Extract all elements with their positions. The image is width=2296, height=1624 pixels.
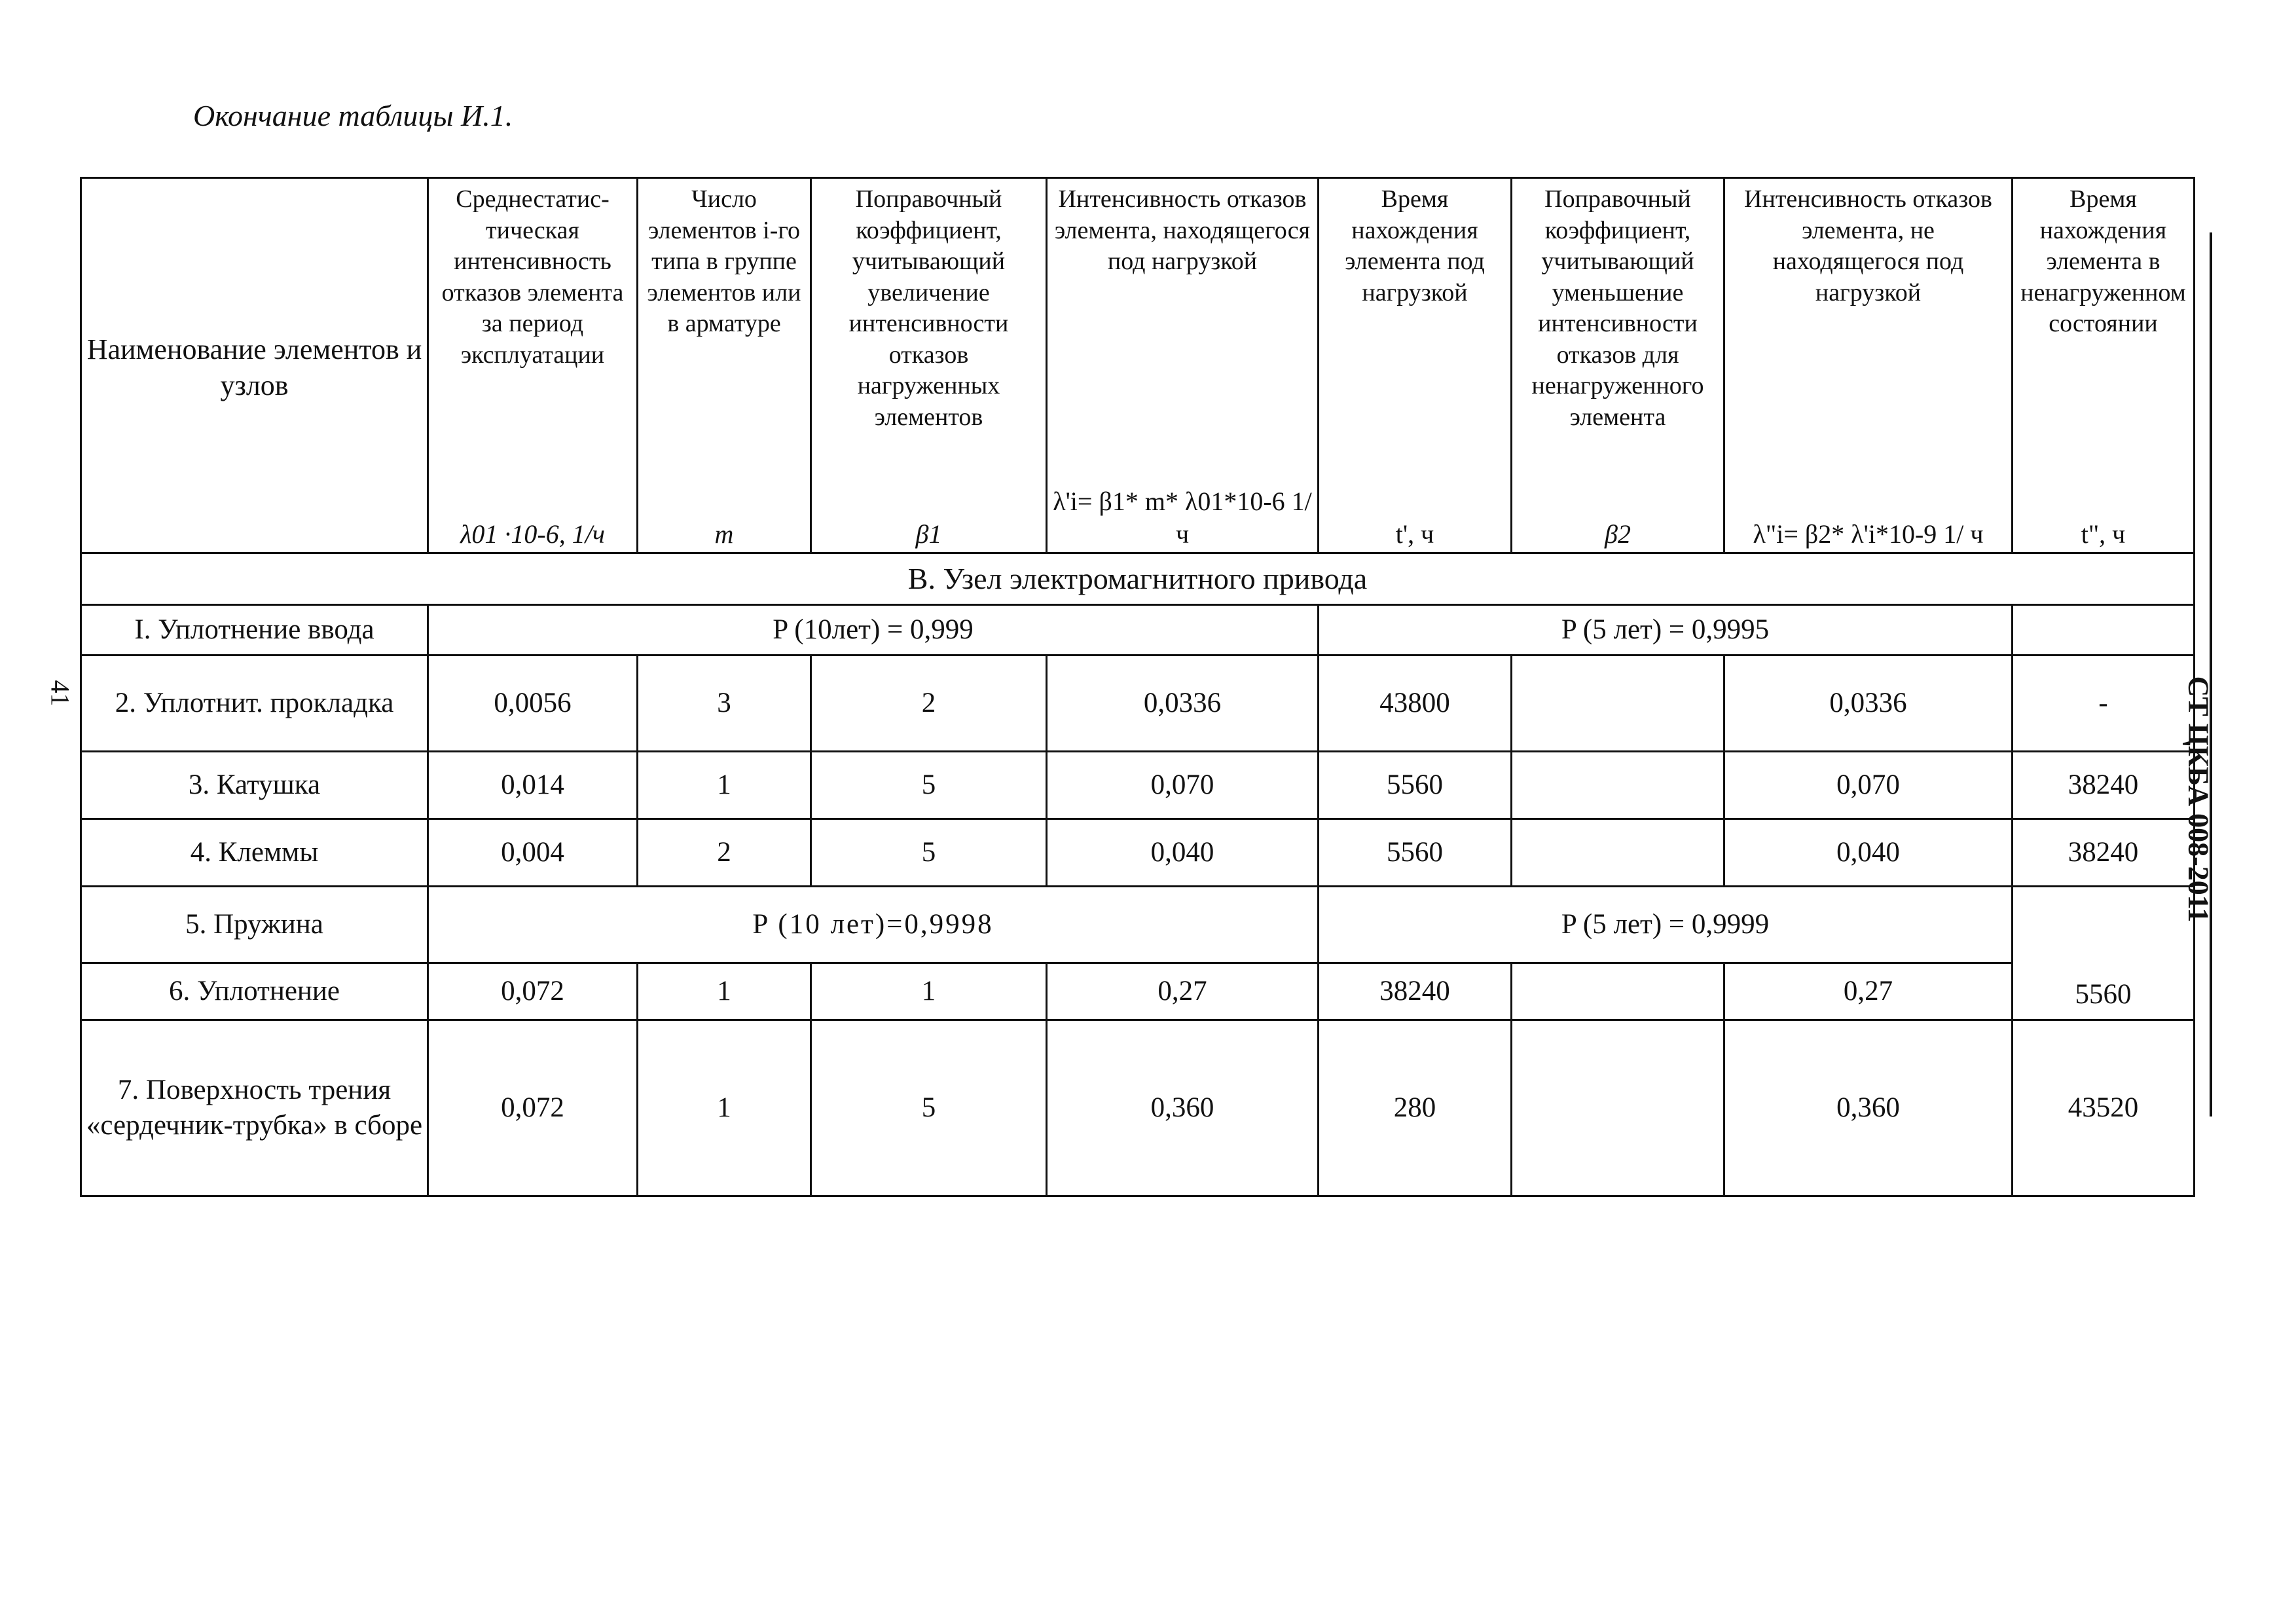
cell-lambda0: 0,072 (428, 1020, 638, 1196)
cell-lambda-load: 0,27 (1047, 963, 1319, 1020)
header-col4-text: Поправочный коэффициент, учитывающий увеличение интенсивности отказов нагруженных элементов (848, 185, 1009, 431)
row-name: 2. Уплотнит. прокладка (81, 655, 428, 752)
header-col8-formula: λ"i= β2* λ'i*10-9 1/ ч (1753, 519, 1984, 549)
header-col9-formula: t", ч (2081, 519, 2126, 549)
cell-m: 2 (638, 819, 811, 887)
cell-beta1: 5 (811, 819, 1047, 887)
cell-t-load: 38240 (1319, 963, 1512, 1020)
cell-t-noload: 5560 (2013, 887, 2195, 1020)
cell-lambda-noload: 0,27 (1724, 963, 2013, 1020)
cell-lambda-load: 0,040 (1047, 819, 1319, 887)
header-col5-formula: λ'i= β1* m* λ01*10-6 1/ ч (1053, 487, 1312, 549)
table-row (81, 605, 2195, 655)
cell-t-load: 5560 (1319, 819, 1512, 887)
cell-lambda-load: 0,070 (1047, 752, 1319, 819)
row-name: 3. Катушка (81, 752, 428, 819)
header-col6-formula: t', ч (1395, 519, 1434, 549)
cell-lambda0: 0,014 (428, 752, 638, 819)
empty-cell (2013, 605, 2195, 655)
header-col5-text: Интенсивность отказов элемента, находящегося под нагрузкой (1054, 185, 1311, 275)
side-rule (2210, 232, 2212, 1116)
header-col9 (2013, 178, 2195, 553)
cell-lambda-load: 0,0336 (1047, 655, 1319, 752)
cell-m: 3 (638, 655, 811, 752)
header-col3 (638, 178, 811, 553)
header-col9-text: Время нахождения элемента в ненагруженном состоянии (2020, 185, 2186, 337)
table-row (81, 963, 2195, 1020)
cell-t-noload: - (2013, 655, 2195, 752)
header-col5 (1047, 178, 1319, 553)
cell-lambda0: 0,0056 (428, 655, 638, 752)
cell-beta2 (1512, 1020, 1724, 1196)
cell-t-noload: 38240 (2013, 752, 2195, 819)
table-row (81, 887, 2195, 963)
section-row (81, 553, 2195, 605)
row-name: 7. Поверхность трения «сердечник-трубка» в сборе (81, 1020, 428, 1196)
cell-beta1: 2 (811, 655, 1047, 752)
header-name-text: Наименование элементов и узлов (86, 333, 422, 401)
cell-lambda-noload: 0,0336 (1724, 655, 2013, 752)
cell-m: 1 (638, 1020, 811, 1196)
header-col2-formula: λ01 ·10-6, 1/ч (460, 519, 605, 549)
cell-m: 1 (638, 963, 811, 1020)
header-col4-formula: β1 (915, 519, 942, 549)
header-row (81, 178, 2195, 553)
table-row (81, 1020, 2195, 1196)
header-col8 (1724, 178, 2013, 553)
header-col7-formula: β2 (1605, 519, 1631, 549)
header-col7-text: Поправочный коэффициент, учитывающий уменьшение интенсивности отказов для ненагруженного элемента (1531, 185, 1704, 431)
header-col2-text: Среднестатис-тическая интенсивность отказов элемента за период эксплуатации (441, 185, 624, 369)
probability-left: P (10лет) = 0,999 (428, 605, 1319, 655)
table-caption: Окончание таблицы И.1. (193, 99, 513, 132)
probability-right: P (5 лет) = 0,9999 (1319, 887, 2013, 963)
page-number: 41 (45, 680, 75, 707)
table-row (81, 655, 2195, 752)
row-name: I. Уплотнение ввода (81, 605, 428, 655)
header-col4 (811, 178, 1047, 553)
probability-right: P (5 лет) = 0,9995 (1319, 605, 2013, 655)
header-col2 (428, 178, 638, 553)
header-col7 (1512, 178, 1724, 553)
cell-lambda0: 0,072 (428, 963, 638, 1020)
section-title: В. Узел электромагнитного привода (81, 553, 2195, 605)
header-col8-text: Интенсивность отказов элемента, не находящегося под нагрузкой (1744, 185, 1992, 306)
cell-lambda-noload: 0,070 (1724, 752, 2013, 819)
header-col3-formula: m (714, 519, 734, 549)
cell-beta2 (1512, 655, 1724, 752)
cell-t-load: 280 (1319, 1020, 1512, 1196)
table-row (81, 819, 2195, 887)
cell-m: 1 (638, 752, 811, 819)
table-row (81, 752, 2195, 819)
cell-lambda0: 0,004 (428, 819, 638, 887)
document-code: СТ ЦКБА 008-2011 (2182, 676, 2215, 923)
cell-beta1: 5 (811, 752, 1047, 819)
header-col3-text: Число элементов i-го типа в группе элементов или в арматуре (647, 185, 801, 337)
cell-t-load: 43800 (1319, 655, 1512, 752)
probability-left: P (10 лет)=0,9998 (428, 887, 1319, 963)
cell-beta1: 5 (811, 1020, 1047, 1196)
header-col6 (1319, 178, 1512, 553)
cell-t-noload: 43520 (2013, 1020, 2195, 1196)
cell-beta2 (1512, 819, 1724, 887)
row-name: 5. Пружина (81, 887, 428, 963)
reliability-table (80, 177, 2195, 1197)
cell-t-noload: 38240 (2013, 819, 2195, 887)
cell-beta1: 1 (811, 963, 1047, 1020)
cell-lambda-noload: 0,360 (1724, 1020, 2013, 1196)
cell-t-load: 5560 (1319, 752, 1512, 819)
cell-lambda-load: 0,360 (1047, 1020, 1319, 1196)
header-col6-text: Время нахождения элемента под нагрузкой (1345, 185, 1485, 306)
cell-beta2 (1512, 963, 1724, 1020)
row-name: 4. Клеммы (81, 819, 428, 887)
row-name: 6. Уплотнение (81, 963, 428, 1020)
cell-beta2 (1512, 752, 1724, 819)
cell-lambda-noload: 0,040 (1724, 819, 2013, 887)
header-name (81, 178, 428, 553)
